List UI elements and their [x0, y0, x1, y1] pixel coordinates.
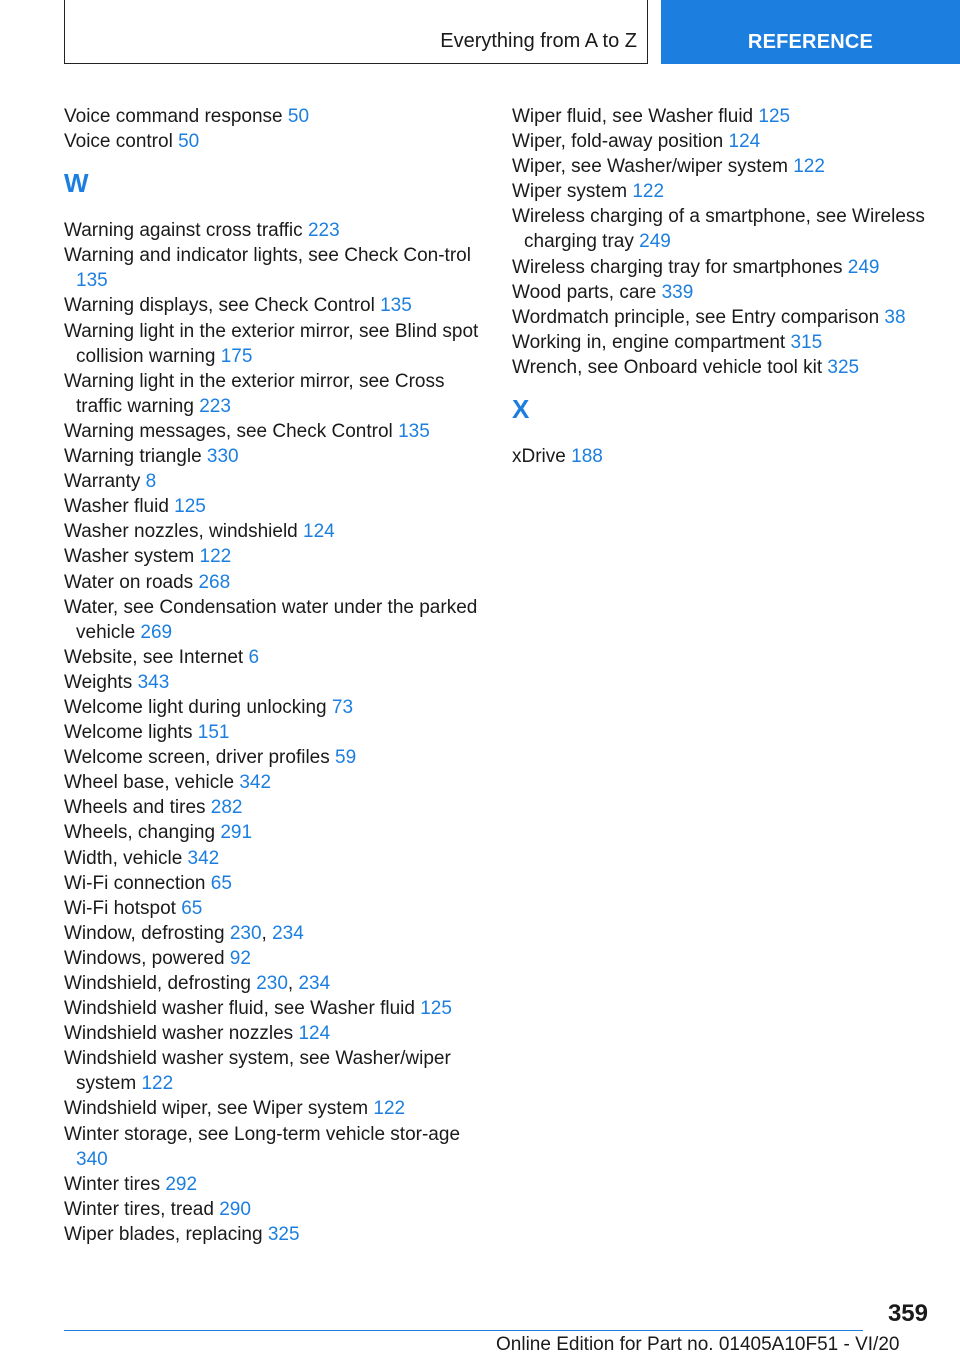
page-reference-link[interactable]: 65: [181, 897, 203, 919]
index-entry: [64, 946, 484, 971]
index-term: Windshield, defrosting: [64, 973, 257, 994]
index-term: Welcome screen, driver profiles: [64, 747, 336, 769]
page-reference-link[interactable]: 124: [303, 521, 335, 543]
index-entry: [512, 444, 932, 469]
index-entry: [512, 305, 932, 330]
index-entry: [64, 218, 484, 243]
index-entry: Windshield, defrosting 230, 234: [64, 973, 331, 994]
header-reference-tab[interactable]: [661, 0, 960, 64]
page-reference-link[interactable]: 342: [239, 772, 272, 794]
index-letter-heading: W: [64, 168, 89, 199]
index-entry: [512, 104, 932, 129]
page-reference-link[interactable]: 8: [145, 471, 157, 493]
page-number: 359: [887, 1300, 928, 1327]
index-entry: [512, 179, 932, 204]
index-term: Washer fluid: [64, 496, 175, 518]
page-reference-link[interactable]: 325: [827, 356, 860, 378]
index-term: Warning light in the exterior mirror, see Blind spot collision warning: [64, 320, 479, 367]
page-reference-link[interactable]: 50: [178, 131, 200, 153]
index-letter-heading: X: [512, 394, 530, 425]
index-term: Windshield washer fluid, see Washer fluid: [64, 998, 421, 1020]
index-term: Wireless charging of a smartphone, see Wireless charging tray: [512, 206, 925, 253]
footer-edition-text: Online Edition for Part no. 01405A10F51 - VI/20: [496, 1334, 900, 1355]
index-entry: [512, 204, 932, 254]
index-term: Wheels, changing: [64, 822, 221, 844]
index-entry: [64, 544, 484, 569]
index-entry: [64, 1096, 484, 1121]
index-term: Warranty: [64, 471, 146, 493]
page-reference-link[interactable]: 125: [420, 998, 452, 1020]
page-reference-link[interactable]: 234: [272, 922, 304, 944]
page-reference-link[interactable]: 325: [267, 1223, 300, 1245]
page-reference-link[interactable]: 122: [141, 1073, 174, 1095]
index-entry: [64, 770, 484, 795]
page-reference-link[interactable]: 340: [76, 1148, 108, 1170]
index-term: Windshield washer system, see Washer/wiper system: [64, 1048, 451, 1095]
header-section-title: Everything from A to Z: [440, 30, 637, 52]
index-entry: [64, 846, 484, 871]
page-reference-link[interactable]: 122: [632, 181, 665, 203]
index-entry: [512, 280, 932, 305]
index-term: Windows, powered: [64, 947, 230, 969]
index-group-w: [64, 218, 484, 1247]
page-reference-link[interactable]: 292: [165, 1173, 198, 1195]
page-reference-link[interactable]: 124: [728, 131, 761, 153]
index-entry: [64, 996, 484, 1021]
index-term: Working in, engine compartment: [512, 331, 791, 353]
index-entry: [64, 1021, 484, 1046]
page-reference-link[interactable]: 135: [76, 270, 108, 292]
page-reference-link[interactable]: 92: [229, 947, 251, 969]
index-term: Wiper, see Washer/wiper system: [512, 156, 794, 178]
index-term: Winter tires: [64, 1173, 166, 1195]
index-term: Wiper system: [512, 181, 633, 203]
page-reference-link[interactable]: 151: [197, 722, 230, 744]
index-term: Windshield washer nozzles: [64, 1023, 299, 1045]
page-reference-link[interactable]: 6: [248, 646, 260, 668]
index-entry: [64, 293, 484, 318]
index-term: xDrive: [512, 446, 572, 468]
index-group-x: [512, 444, 932, 469]
index-term: Welcome light during unlocking: [64, 696, 332, 718]
index-column-right: [512, 104, 932, 469]
index-term: Window, defrosting: [64, 922, 230, 944]
page-reference-link[interactable]: 135: [380, 295, 412, 317]
index-term: Wheel base, vehicle: [64, 772, 240, 794]
index-term: Windshield wiper, see Wiper system: [64, 1098, 374, 1120]
index-entry: [64, 369, 484, 419]
page-reference-link[interactable]: 249: [847, 256, 880, 278]
index-entry: [64, 129, 484, 154]
index-term: Water, see Condensation water under the parked vehicle: [64, 596, 478, 643]
index-term: Voice control: [64, 131, 179, 153]
page-reference-link[interactable]: 38: [884, 306, 906, 328]
index-entry: [512, 154, 932, 179]
index-entry: [512, 355, 932, 380]
page-reference-link[interactable]: 175: [220, 345, 253, 367]
index-entry: [64, 1122, 484, 1172]
index-entry: Window, defrosting 230, 234: [64, 922, 304, 944]
index-entry: [512, 129, 932, 154]
page-reference-link[interactable]: 290: [219, 1198, 251, 1220]
page-reference-link[interactable]: 73: [331, 696, 354, 718]
page-reference-link[interactable]: 234: [298, 973, 331, 994]
page-reference-link[interactable]: 122: [793, 156, 825, 178]
index-term: Warning displays, see Check Control: [64, 295, 381, 317]
index-term: Water on roads: [64, 571, 199, 593]
index-entry: [64, 1172, 484, 1197]
page-reference-link[interactable]: 124: [298, 1023, 331, 1045]
index-entry: [512, 255, 932, 280]
page-reference-link[interactable]: 269: [140, 621, 173, 643]
index-entry: [64, 896, 484, 921]
index-term: Width, vehicle: [64, 847, 188, 869]
index-term: Voice command response: [64, 106, 288, 127]
page-reference-link[interactable]: 342: [187, 847, 220, 869]
index-term: Wrench, see Onboard vehicle tool kit: [512, 356, 828, 378]
index-entry: [64, 243, 484, 293]
index-entry: [64, 1197, 484, 1222]
page-reference-link[interactable]: 122: [199, 546, 232, 568]
index-term: Wiper blades, replacing: [64, 1223, 268, 1245]
page-reference-link[interactable]: 330: [206, 446, 239, 468]
index-term: Warning triangle: [64, 446, 207, 468]
index-entry: [64, 645, 484, 670]
index-entry: [64, 670, 484, 695]
index-entry: [512, 330, 932, 355]
index-term: Wi-Fi hotspot: [64, 897, 182, 919]
page-reference-link[interactable]: 50: [287, 106, 310, 127]
index-entry: [64, 820, 484, 845]
index-entry: [64, 595, 484, 645]
header-section-box: [64, 0, 648, 64]
index-term: Winter tires, tread: [64, 1198, 220, 1220]
index-entry: [64, 695, 484, 720]
index-term: Weights: [64, 671, 138, 693]
index-entry: [64, 745, 484, 770]
page-reference-link[interactable]: 59: [335, 747, 357, 769]
index-group-w-continued: [512, 104, 932, 380]
index-entry: [64, 795, 484, 820]
page-reference-link[interactable]: 282: [210, 797, 243, 819]
index-term: Washer nozzles, windshield: [64, 521, 304, 543]
index-term: Winter storage, see Long-term vehicle stor-age: [64, 1123, 461, 1145]
index-entry: [64, 1046, 484, 1096]
index-term: Warning light in the exterior mirror, see Cross traffic warning: [64, 370, 445, 417]
page-reference-link[interactable]: 291: [220, 822, 253, 844]
index-entry: [64, 419, 484, 444]
index-entry: [64, 519, 484, 544]
index-term: Wordmatch principle, see Entry comparison: [512, 306, 885, 328]
index-group-top: [64, 104, 484, 154]
index-term: Warning messages, see Check Control: [64, 420, 399, 442]
page-reference-link[interactable]: 223: [199, 395, 231, 417]
page-reference-link[interactable]: 135: [398, 420, 430, 442]
page-reference-link[interactable]: 343: [137, 671, 170, 693]
index-column-left: [64, 104, 484, 1247]
footer-divider: [64, 1330, 863, 1331]
page-reference-link[interactable]: 65: [210, 872, 232, 894]
page-reference-link[interactable]: 339: [661, 281, 694, 303]
page-reference-link[interactable]: 188: [571, 446, 603, 468]
index-entry: [64, 444, 484, 469]
index-entry: [64, 104, 484, 129]
index-entry: [64, 469, 484, 494]
page-reference-link[interactable]: 315: [790, 331, 823, 353]
page-reference-link[interactable]: 230: [229, 922, 262, 944]
index-term: Website, see Internet: [64, 646, 249, 668]
index-entry: [64, 319, 484, 369]
page-reference-link[interactable]: 125: [758, 106, 791, 127]
index-term: Wi-Fi connection: [64, 872, 211, 894]
page-reference-link[interactable]: 223: [307, 220, 340, 242]
index-term: Welcome lights: [64, 722, 198, 744]
index-term: Wireless charging tray for smartphones: [512, 256, 848, 278]
index-entry: [64, 871, 484, 896]
header-tab-label: REFERENCE: [747, 31, 874, 53]
index-term: Wheels and tires: [64, 797, 211, 819]
index-entry: [64, 1222, 484, 1247]
index-term: Wood parts, care: [512, 281, 662, 303]
index-entry: [64, 494, 484, 519]
index-term: Warning against cross traffic: [64, 220, 308, 242]
index-entry: [64, 720, 484, 745]
page-reference-link[interactable]: 268: [198, 571, 231, 593]
index-entry: [64, 570, 484, 595]
page-reference-link[interactable]: 230: [256, 973, 288, 994]
page-reference-link[interactable]: 249: [639, 231, 671, 253]
index-term: Wiper fluid, see Washer fluid: [512, 106, 759, 127]
index-term: Washer system: [64, 546, 200, 568]
page-reference-link[interactable]: 125: [174, 496, 206, 518]
index-term: Wiper, fold-away position: [512, 131, 729, 153]
index-term: Warning and indicator lights, see Check Con-trol: [64, 245, 471, 267]
page-reference-link[interactable]: 122: [373, 1098, 406, 1120]
